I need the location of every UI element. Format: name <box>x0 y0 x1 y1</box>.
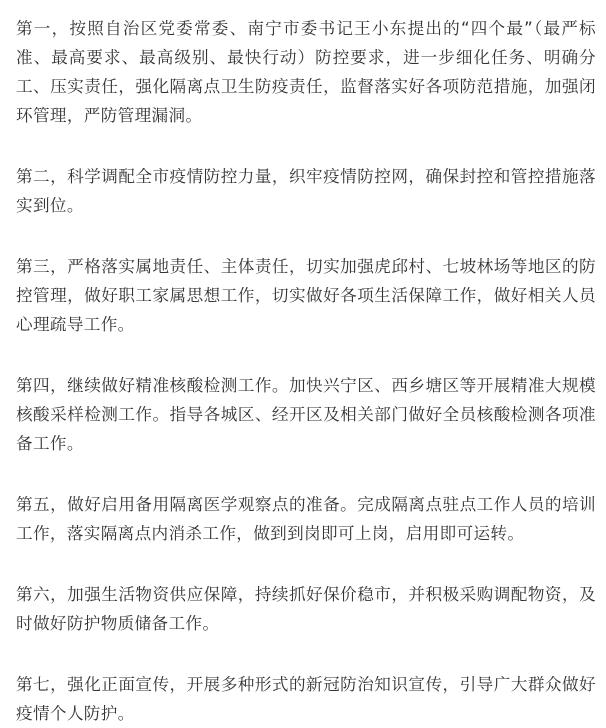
paragraph-5: 第五，做好启用备用隔离医学观察点的准备。完成隔离点驻点工作人员的培训工作，落实隔离点内消杀工作，做到到岗即可上岗，启用即可运转。 <box>16 495 596 543</box>
paragraph-1: 第一，按照自治区党委常委、南宁市委书记王小东提出的“四个最”（最严标准、最高要求、最高级别、最快行动）防控要求，进一步细化任务、明确分工、压实责任，强化隔离点卫生防疫责任，监督落实好各项防范措施，加强闭环管理，严防管理漏洞。 <box>16 19 596 125</box>
paragraph-3: 第三，严格落实属地责任、主体责任，切实加强虎邱村、七坡林场等地区的防控管理，做好职工家属思想工作，切实做好各项生活保障工作，做好相关人员心理疏导工作。 <box>16 257 596 334</box>
paragraph-7: 第七，强化正面宣传，开展多种形式的新冠防治知识宣传，引导广大群众做好疫情个人防护。 <box>16 675 596 723</box>
paragraph-4: 第四，继续做好精准核酸检测工作。加快兴宁区、西乡塘区等开展精准大规模核酸采样检测工作。指导各城区、经开区及相关部门做好全员核酸检测各项准备工作。 <box>16 376 596 453</box>
paragraph-2: 第二，科学调配全市疫情防控力量，织牢疫情防控网，确保封控和管控措施落实到位。 <box>16 167 596 215</box>
paragraph-6: 第六，加强生活物资供应保障，持续抓好保价稳市，并积极采购调配物资，及时做好防护物质储备工作。 <box>16 585 596 633</box>
